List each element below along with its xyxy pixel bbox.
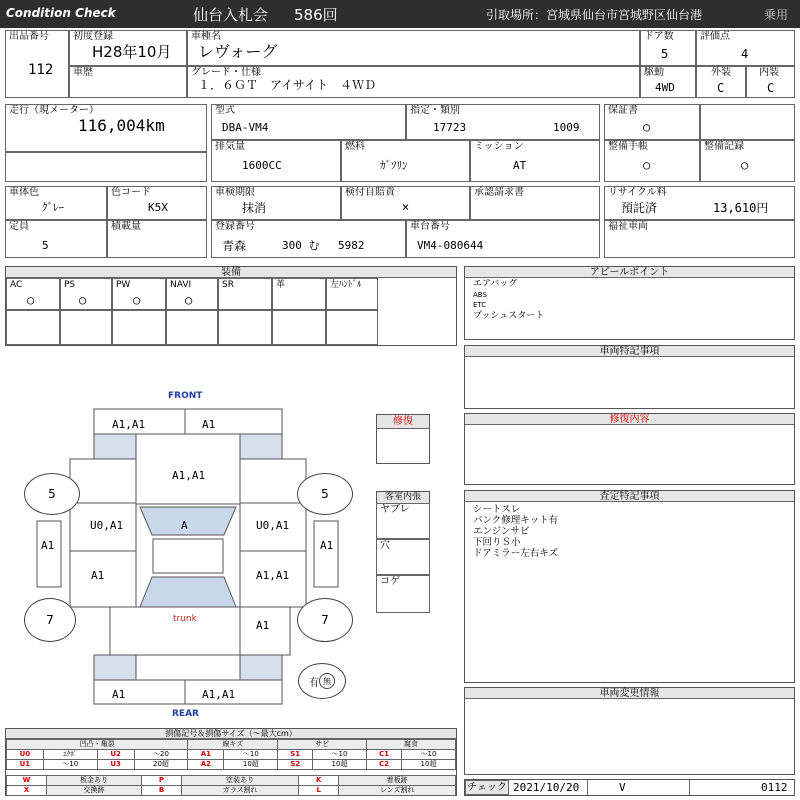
tax-cell: 検付自賠責 ×: [341, 186, 470, 220]
assessment-panel: [464, 490, 795, 683]
manual-cell: 整備手帳 ○: [604, 140, 700, 182]
repair-title: 修復: [377, 415, 429, 429]
first-registration: H28年10月: [92, 43, 172, 61]
tire-front-left: 5: [24, 473, 80, 515]
equip-blank: [60, 310, 112, 345]
damage-roof: A: [181, 519, 188, 532]
divider: [689, 780, 690, 795]
equip-sr: SR: [218, 278, 272, 310]
equip-ac: AC ○: [6, 278, 60, 310]
cert-number: 17723: [433, 121, 467, 134]
class-number: 1009: [553, 121, 580, 134]
capacity-cell: 定員 5: [5, 220, 107, 258]
pickup-location: 引取場所：宮城県仙台市宮城野区仙台港: [486, 8, 703, 22]
equip-blank: [112, 310, 166, 345]
lot-number: 112: [28, 62, 54, 78]
tire-rear-left: 7: [24, 598, 76, 642]
history-cell: 車歴: [69, 66, 187, 98]
interior-cell: 内装 C: [746, 66, 795, 98]
damage-front-bumper-right: A1: [202, 418, 216, 431]
warranty-cell: 保証書 ○: [604, 104, 700, 140]
equip-pw: PW ○: [112, 278, 166, 310]
approval-cell: 承認請求書: [470, 186, 600, 220]
trunk-label: trunk: [173, 614, 197, 624]
repair-content-panel: [464, 413, 795, 485]
damage-rear-bumper-left: A1: [112, 688, 126, 701]
appeal-item: ETC: [473, 301, 487, 309]
cert-cell: 指定・類別 17723 1009: [406, 104, 600, 140]
car-diagram: [0, 385, 460, 720]
reg-class: 300 む: [282, 239, 320, 252]
assessment-item: パンク修理キット有: [473, 515, 559, 526]
damage-right-mirror: A1: [320, 539, 334, 552]
capacity: 5: [42, 239, 49, 252]
fuel-cell: 燃料 ｶﾞｿﾘﾝ: [341, 140, 470, 182]
equipment-panel: [5, 266, 457, 346]
appeal-item: エアバッグ: [473, 279, 518, 289]
equip-blank: [6, 310, 60, 345]
maintenance-record: ○: [741, 158, 749, 172]
reg-area: 青森: [222, 239, 247, 253]
grade: １．６ＧＴ アイサイト ４ＷＤ: [198, 78, 377, 92]
appeal-panel: [464, 266, 795, 340]
interior-hole: 穴: [376, 539, 430, 575]
assessment-title: 査定特記事項: [465, 491, 794, 502]
color-code-cell: 色コード K5X: [107, 186, 207, 220]
spare-tire: 有 無: [298, 663, 346, 699]
doors-cell: ドア数 5: [640, 30, 696, 66]
warranty: ○: [643, 120, 651, 134]
check-date: 2021/10/20: [513, 781, 580, 794]
assessment-item: ドアミラー左右キズ: [473, 548, 559, 559]
equip-leather: 革: [272, 278, 326, 310]
insurance: ×: [402, 200, 410, 214]
equip-blank: [326, 310, 378, 345]
change-info-title: 車両変更情報: [465, 688, 794, 699]
load-cell: 積載量: [107, 220, 207, 258]
type-cell: 型式 DBA-VM4: [211, 104, 406, 140]
model-type: DBA-VM4: [222, 121, 269, 134]
record-cell: 整備記録 ○: [700, 140, 795, 182]
auction-name: 仙台入札会: [193, 6, 269, 24]
reg-number-cell: 登録番号 青森 300 む 5982: [211, 220, 406, 258]
equip-left-handle: 左ﾊﾝﾄﾞﾙ: [326, 278, 378, 310]
header-bar: [0, 0, 800, 28]
legend-table: 凹凸・亀裂 線キズ サビ 腐食 U0 ｴｸﾎﾞ U2 ～20 A1 ～10 S1 ～10 C1 ～10 U1 ～10 U3 20超 A2 10超 S2 10超 C2 10超: [6, 739, 456, 770]
inspection-expiry: 抹消: [242, 201, 267, 215]
exterior-grade: C: [717, 81, 725, 95]
drive: 4WD: [655, 81, 675, 94]
reg-number: 5982: [338, 239, 365, 252]
interior-grade: C: [767, 81, 775, 95]
mileage-extra-cell: [5, 152, 207, 182]
chassis-number: VM4-080644: [417, 239, 484, 252]
drive-cell: 駆動 4WD: [640, 66, 696, 98]
warranty-extra-cell: [700, 104, 795, 140]
exterior-cell: 外装 C: [696, 66, 746, 98]
equipment-row: [6, 278, 456, 310]
appeal-title: アピールポイント: [465, 267, 794, 278]
grade-cell: グレード・仕様 １．６ＧＴ アイサイト ４ＷＤ: [187, 66, 640, 98]
damage-legend: [5, 728, 457, 796]
color-code: K5X: [148, 201, 168, 214]
front-label: FRONT: [168, 391, 203, 401]
assessment-item: シートスレ: [473, 504, 521, 515]
assessment-item: 下回りＳ小: [473, 537, 521, 548]
tire-rear-right: 7: [297, 598, 353, 642]
damage-right-rear-door: A1,A1: [256, 569, 290, 582]
damage-left-mirror: A1: [41, 539, 55, 552]
spare-mark: 無: [319, 673, 335, 689]
color-cell: 車体色 ｸﾞﾚｰ: [5, 186, 107, 220]
mission: AT: [513, 159, 527, 172]
model-name: レヴォーグ: [198, 42, 278, 61]
appeal-item: ABS: [473, 290, 487, 299]
welfare-cell: 福祉車両: [604, 220, 795, 258]
special-notes-panel: [464, 345, 795, 409]
mileage: 116,004km: [78, 116, 165, 135]
recycle-cell: リサイクル料 預託済 13,610円: [604, 186, 795, 220]
brand: Condition Check: [6, 6, 116, 20]
chassis-cell: 車台番号 VM4-080644: [406, 220, 600, 258]
repair-box: [376, 414, 430, 464]
assessment-list: [473, 504, 558, 559]
equip-blank: [272, 310, 326, 345]
equip-blank: [218, 310, 272, 345]
score-cell: 評価点 4: [696, 30, 795, 66]
divider: [587, 780, 588, 795]
special-notes-title: 車両特記事項: [465, 346, 794, 357]
damage-left-rear-door: A1: [91, 569, 105, 582]
repair-content-title: 修復内容: [465, 414, 794, 425]
damage-right-fender: U0,A1: [256, 519, 290, 532]
inspection-cell: 車検期限 抹消: [211, 186, 341, 220]
fuel: ｶﾞｿﾘﾝ: [380, 159, 408, 172]
displacement: 1600CC: [242, 159, 282, 172]
score: 4: [741, 47, 749, 61]
mileage-cell: 走行（現メーター） 116,004km: [5, 104, 207, 152]
equip-navi: NAVI ○: [166, 278, 218, 310]
damage-hood: A1,A1: [172, 469, 206, 482]
damage-rear-bumper-right: A1,A1: [202, 688, 236, 701]
model-cell: 車種名 レヴォーグ: [187, 30, 640, 66]
equipment-row-2: [6, 310, 456, 345]
appeal-item: プッシュスタート: [473, 310, 545, 321]
interior-burn: コゲ: [376, 575, 430, 613]
recycle-status: 預託済: [621, 201, 658, 215]
change-info-panel: [464, 687, 795, 775]
interior-box: [376, 491, 430, 613]
auction-session: 586回: [294, 6, 338, 24]
body-color: ｸﾞﾚｰ: [42, 201, 64, 214]
recycle-fee: 13,610円: [713, 201, 769, 215]
damage-right-quarter: A1: [256, 619, 270, 632]
assessment-item: エンジンサビ: [473, 526, 530, 537]
maintenance-manual: ○: [643, 158, 651, 172]
displacement-cell: 排気量 1600CC: [211, 140, 341, 182]
lot-number-cell: 出品番号 112: [5, 30, 69, 98]
appeal-list: [473, 279, 544, 321]
check-bar: [464, 779, 795, 796]
legend-title: 損傷記号＆損傷サイズ（～最大cm）: [6, 729, 456, 739]
tire-front-right: 5: [297, 473, 353, 515]
equip-ps: PS ○: [60, 278, 112, 310]
damage-front-bumper-left: A1,A1: [112, 418, 146, 431]
damage-left-fender: U0,A1: [90, 519, 124, 532]
first-registration-cell: 初度登録 H28年10月: [69, 30, 187, 66]
equipment-title: 装備: [6, 267, 456, 278]
rear-label: REAR: [172, 709, 199, 719]
category: 乗用: [764, 8, 789, 22]
mission-cell: ミッション AT: [470, 140, 600, 182]
interior-title: 客室内張: [377, 492, 429, 504]
check-code: 0112: [761, 781, 788, 794]
legend-table-2: W 板金あり P 塗装あり K 着板跡 X 交換跡 B ガラス割れ L レンズ割れ: [6, 775, 456, 796]
check-label: チェック: [465, 780, 509, 795]
equip-blank: [166, 310, 218, 345]
doors: 5: [661, 47, 669, 61]
check-mark: V: [619, 781, 626, 794]
interior-tear: ヤブレ: [376, 503, 430, 539]
